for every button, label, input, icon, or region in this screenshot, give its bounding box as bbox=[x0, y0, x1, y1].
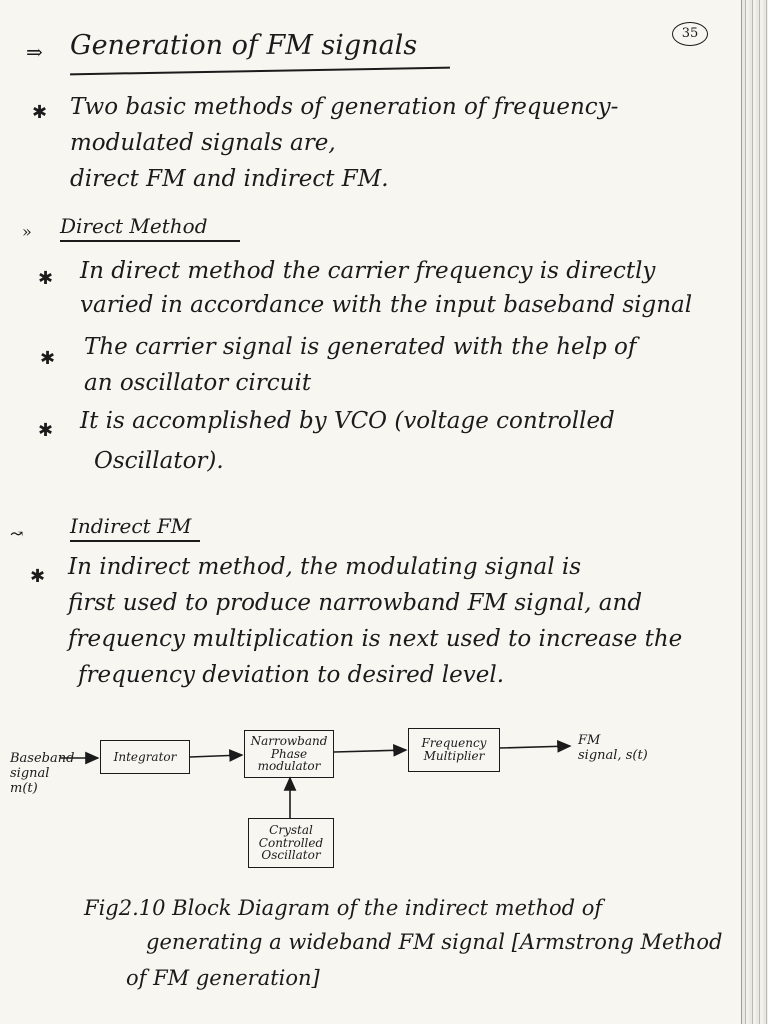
figure-caption-line: generating a wideband FM signal [Armstrong Method bbox=[146, 930, 723, 954]
indirect-line: In indirect method, the modulating signal is bbox=[68, 554, 582, 580]
title-arrow-icon: ⇒ bbox=[26, 40, 43, 64]
bullet-icon: ✱ bbox=[32, 102, 48, 123]
baseband-input-label: Baseband signal m(t) bbox=[10, 751, 75, 796]
direct-line: Oscillator). bbox=[94, 448, 224, 474]
modulator-to-multiplier-arrow bbox=[334, 750, 406, 752]
bullet-icon: ✱ bbox=[30, 566, 46, 587]
intro-line: Two basic methods of generation of frequency- bbox=[70, 94, 619, 120]
integrator-label: Integrator bbox=[113, 749, 177, 764]
crystal-oscillator-block bbox=[248, 818, 334, 868]
figure-caption-line: Fig2.10 Block Diagram of the indirect method of bbox=[84, 896, 603, 920]
figure-caption-line: of FM generation] bbox=[126, 966, 320, 990]
bullet-icon: ✱ bbox=[40, 348, 56, 369]
section-arrow-icon: ↝ bbox=[10, 524, 24, 543]
direct-line: It is accomplished by VCO (voltage controlled bbox=[80, 408, 615, 434]
phase-modulator-block bbox=[244, 730, 334, 778]
intro-line: direct FM and indirect FM. bbox=[70, 166, 389, 192]
indirect-line: frequency multiplication is next used to increase the bbox=[68, 626, 683, 652]
intro-line: modulated signals are, bbox=[70, 130, 336, 156]
direct-heading: Direct Method bbox=[60, 214, 208, 238]
page-title: Generation of FM signals bbox=[70, 30, 418, 61]
frequency-multiplier-block bbox=[408, 728, 500, 772]
bullet-icon: ✱ bbox=[38, 420, 54, 441]
frequency-multiplier-label: Frequency Multiplier bbox=[421, 736, 487, 763]
direct-line: varied in accordance with the input baseband signal bbox=[80, 292, 693, 318]
integrator-to-modulator-arrow bbox=[190, 755, 242, 757]
crystal-oscillator-label: Crystal Controlled Oscillator bbox=[258, 823, 324, 863]
bullet-icon: ✱ bbox=[38, 268, 54, 289]
fm-output-label: FM signal, s(t) bbox=[578, 733, 648, 763]
output-arrow bbox=[500, 746, 570, 748]
page-number: 35 bbox=[672, 22, 708, 46]
indirect-line: first used to produce narrowband FM signal, and bbox=[68, 590, 643, 616]
section-arrow-icon: » bbox=[22, 222, 32, 241]
integrator-block bbox=[100, 740, 190, 774]
direct-line: an oscillator circuit bbox=[84, 370, 312, 396]
direct-line: The carrier signal is generated with the help of bbox=[84, 334, 637, 360]
phase-modulator-label: Narrowband Phase modulator bbox=[250, 734, 328, 774]
indirect-heading: Indirect FM bbox=[70, 514, 192, 538]
direct-line: In direct method the carrier frequency is directly bbox=[80, 258, 656, 284]
indirect-line: frequency deviation to desired level. bbox=[78, 662, 505, 688]
